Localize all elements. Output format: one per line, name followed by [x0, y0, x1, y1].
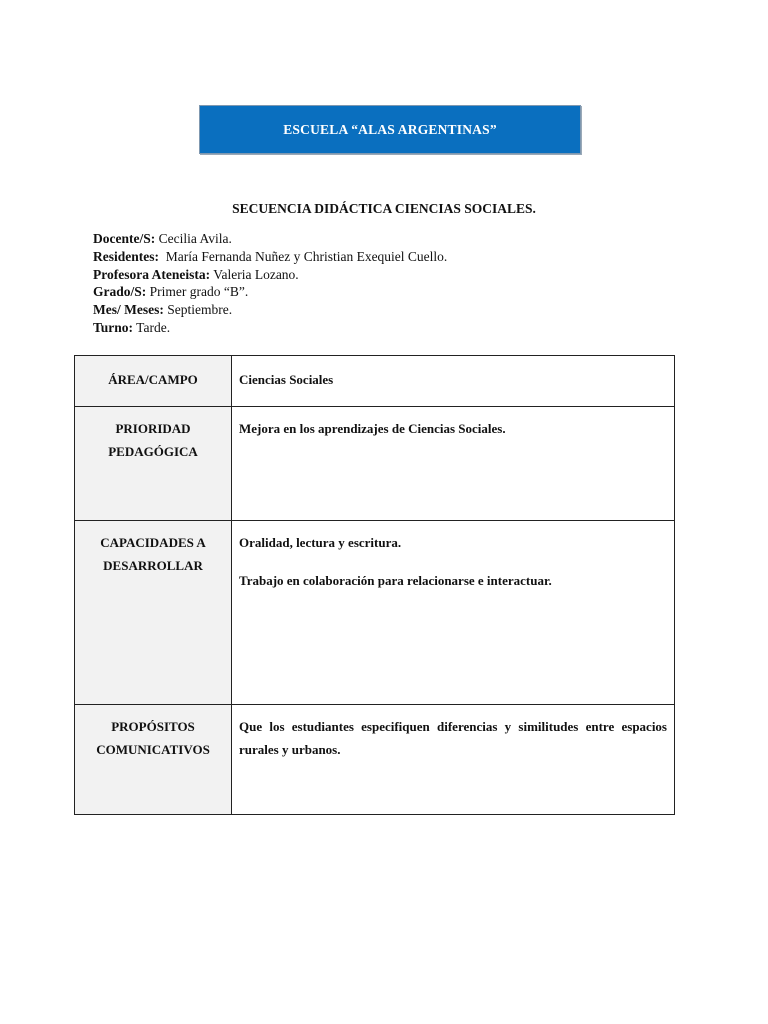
table-row [75, 521, 675, 705]
row-label: PRIORIDAD PEDAGÓGICA [108, 421, 198, 459]
document-metadata [93, 230, 447, 337]
row-value: Ciencias Sociales [239, 372, 334, 387]
meta-grado [93, 283, 447, 301]
document-title: SECUENCIA DIDÁCTICA CIENCIAS SOCIALES. [232, 201, 536, 216]
row-value-cell [232, 521, 675, 705]
row-value: Mejora en los aprendizajes de Ciencias Sociales. [239, 421, 506, 436]
table-row [75, 705, 675, 815]
meta-profesora [93, 266, 447, 284]
row-value-cell [232, 356, 675, 407]
row-label-cell [75, 705, 232, 815]
row-value-cell [232, 407, 675, 521]
table-row [75, 407, 675, 521]
school-banner [199, 105, 581, 154]
meta-docente [93, 230, 447, 248]
meta-value: Valeria Lozano. [210, 266, 299, 282]
row-label: ÁREA/CAMPO [108, 372, 198, 387]
school-name: ESCUELA “ALAS ARGENTINAS” [283, 121, 497, 137]
meta-turno [93, 319, 447, 337]
row-value: Oralidad, lectura y escritura. [239, 535, 402, 550]
meta-value: Cecilia Avila. [155, 231, 232, 246]
meta-value: Septiembre. [163, 302, 233, 318]
row-label-cell [75, 356, 232, 407]
meta-value: Primer grado “B”. [146, 284, 249, 300]
row-label: CAPACIDADES A DESARROLLAR [100, 535, 206, 573]
sequence-table [74, 355, 675, 815]
row-label: PROPÓSITOS COMUNICATIVOS [96, 719, 210, 757]
meta-label: Profesora Ateneista: [93, 266, 211, 282]
table-row [75, 356, 675, 407]
meta-value: Tarde. [133, 319, 171, 335]
row-value: Trabajo en colaboración para relacionarse e interactuar. [239, 573, 552, 588]
meta-label: Docente/S: [93, 231, 156, 246]
meta-residentes [93, 248, 447, 266]
row-label-cell [75, 521, 232, 705]
meta-value: María Fernanda Nuñez y Christian Exequiel Cuello. [159, 248, 448, 264]
row-value-cell [232, 705, 675, 815]
meta-label: Mes/ Meses: [93, 302, 164, 318]
meta-label: Residentes: [93, 248, 159, 264]
row-label-cell [75, 407, 232, 521]
meta-label: Grado/S: [93, 284, 147, 300]
meta-mes [93, 301, 447, 319]
row-value: Que los estudiantes especifiquen diferencias y similitudes entre espacios rurales y urbanos. [239, 719, 667, 757]
meta-label: Turno: [93, 319, 134, 335]
